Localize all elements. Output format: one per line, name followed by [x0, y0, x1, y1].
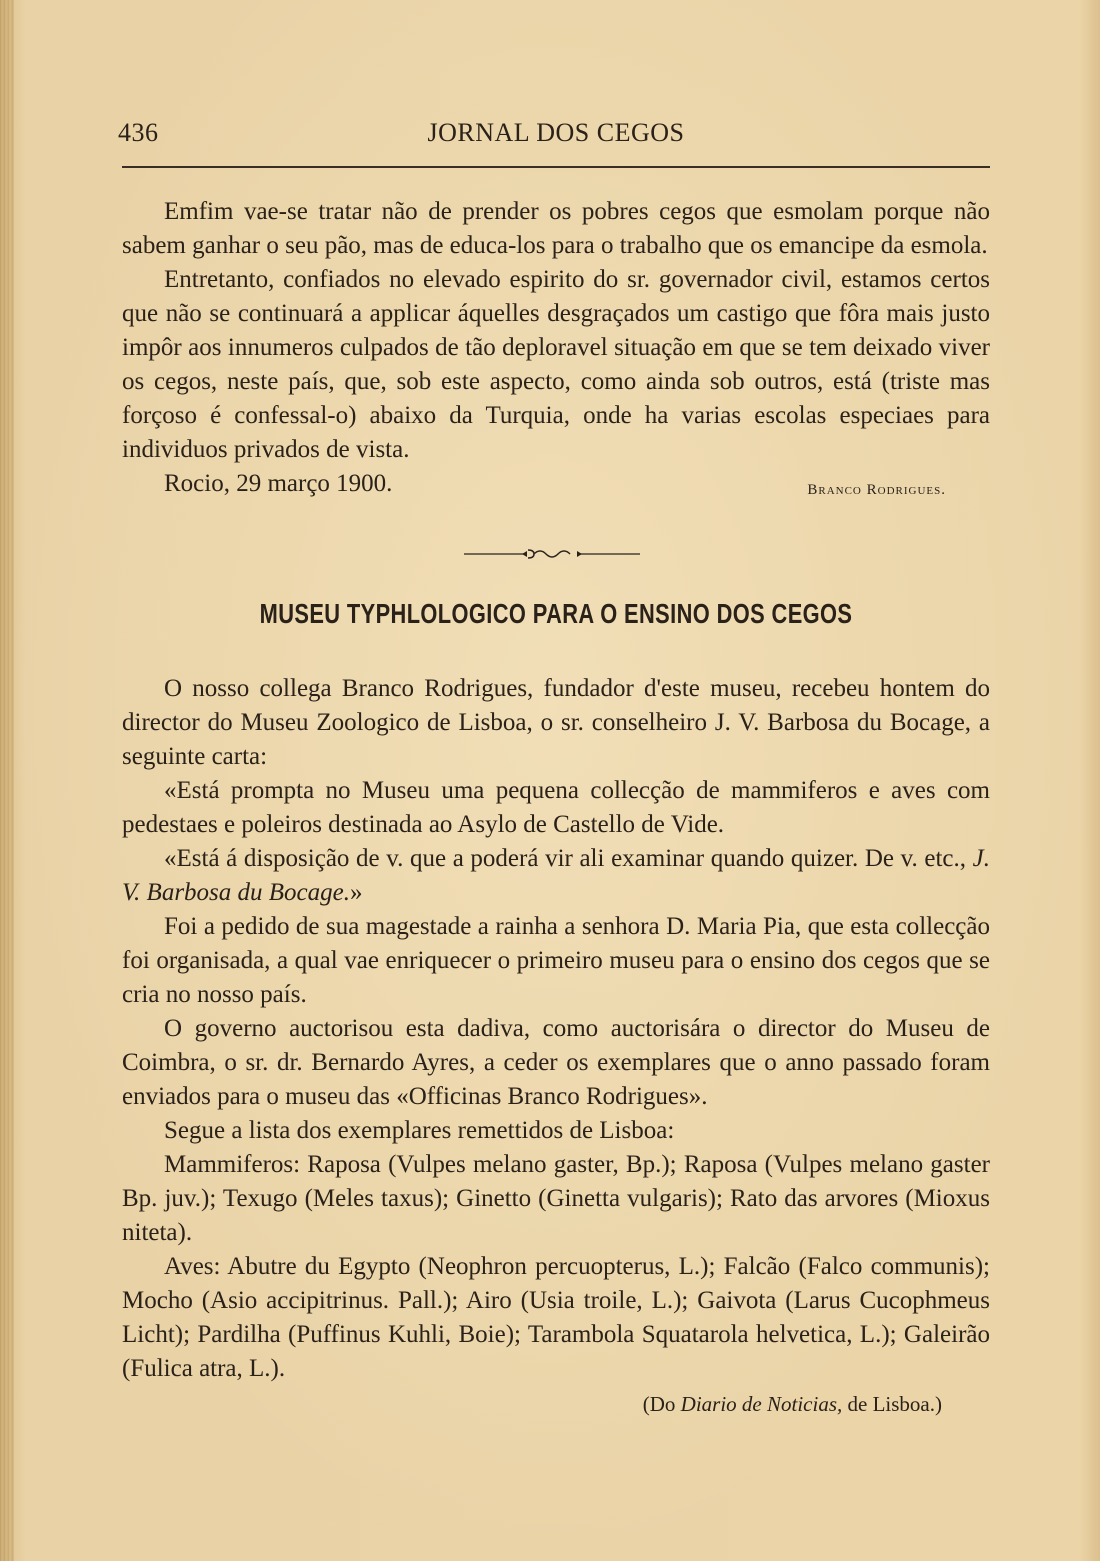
article-body	[122, 672, 990, 1386]
source-publication: Diario de Noticias,	[680, 1392, 843, 1416]
paragraph: O governo auctorisou esta dadiva, como auctorisára o director do Museu de Coimbra, o sr. dr. Bernardo Ayres, a ceder os exemplares que o anno passado foram enviados para o museu das «Officinas Branco Rodrigues».	[122, 1015, 990, 1110]
source-prefix: (Do	[642, 1392, 676, 1416]
letter-author: J. V. Barbosa du Bocage.	[122, 845, 990, 906]
header-rule	[122, 166, 990, 168]
quote-end: »	[350, 879, 363, 906]
page-number: 436	[118, 118, 159, 147]
letter-closing-text: «Está á disposição de v. que a poderá vir ali examinar quando quizer. De v. etc.,	[164, 845, 967, 872]
paragraph-birds: Aves: Abutre du Egypto (Neophron percuopterus, L.); Falcão (Falco communis); Mocho (Asio accipitrinus. Pall.); Airo (Usia troile, L.); Gaivota (Larus Cucophmeus Licht); Pardilha (Puffinus Kuhli, Boie); Tarambola Squatarola helvetica, L.); Galeirão (Fulica atra, L.).	[122, 1253, 990, 1382]
section-divider-ornament-icon	[462, 544, 642, 564]
dateline	[122, 467, 990, 501]
article-date: Rocio, 29 março 1900.	[164, 470, 393, 497]
author-signature: Branco Rodrigues.	[807, 482, 946, 498]
article-closing-text	[122, 195, 990, 501]
paragraph: Entretanto, confiados no elevado espirito do sr. governador civil, estamos certos que não se continuará a applicar áquelles desgraçados um castigo que fôra mais justo impôr aos innumeros culpados de tão deploravel situação em que se tem deixado viver os cegos, neste país, que, sob este aspecto, como ainda sob outros, está (triste mas forçoso é confessal-o) abaixo da Turquia, onde ha varias escolas especiaes para individuos privados de vista.	[122, 266, 990, 463]
page-spine-edge	[0, 0, 14, 1561]
running-title: JORNAL DOS CEGOS	[427, 118, 685, 147]
paragraph: Emfim vae-se tratar não de prender os pobres cegos que esmolam porque não sabem ganhar o seu pão, mas de educa-los para o trabalho que os emancipe da esmola.	[122, 198, 990, 259]
paragraph-mammals: Mammiferos: Raposa (Vulpes melano gaster, Bp.); Raposa (Vulpes melano gaster Bp. juv.); Texugo (Meles taxus); Ginetto (Ginetta vulgaris); Rato das arvores (Mioxus niteta).	[122, 1151, 990, 1246]
section-title: MUSEU TYPHLOLOGICO PARA O ENSINO DOS CEGOS	[259, 598, 853, 629]
letter-closing	[122, 842, 990, 910]
page-header	[118, 118, 990, 158]
paragraph: Foi a pedido de sua magestade a rainha a senhora D. Maria Pia, que esta collecção foi organisada, a qual vae enriquecer o primeiro museu para o ensino dos cegos que se cria no nosso país.	[122, 913, 990, 1008]
paragraph: «Está prompta no Museu uma pequena collecção de mammiferos e aves com pedestaes e poleiros destinada ao Asylo de Castello de Vide.	[122, 777, 990, 838]
paragraph: Segue a lista dos exemplares remettidos de Lisboa:	[164, 1117, 675, 1144]
source-citation	[643, 1392, 942, 1417]
source-suffix: de Lisboa.)	[847, 1392, 942, 1416]
paragraph: O nosso collega Branco Rodrigues, fundador d'este museu, recebeu hontem do director do Museu Zoologico de Lisboa, o sr. conselheiro J. V. Barbosa du Bocage, a seguinte carta:	[122, 675, 990, 770]
